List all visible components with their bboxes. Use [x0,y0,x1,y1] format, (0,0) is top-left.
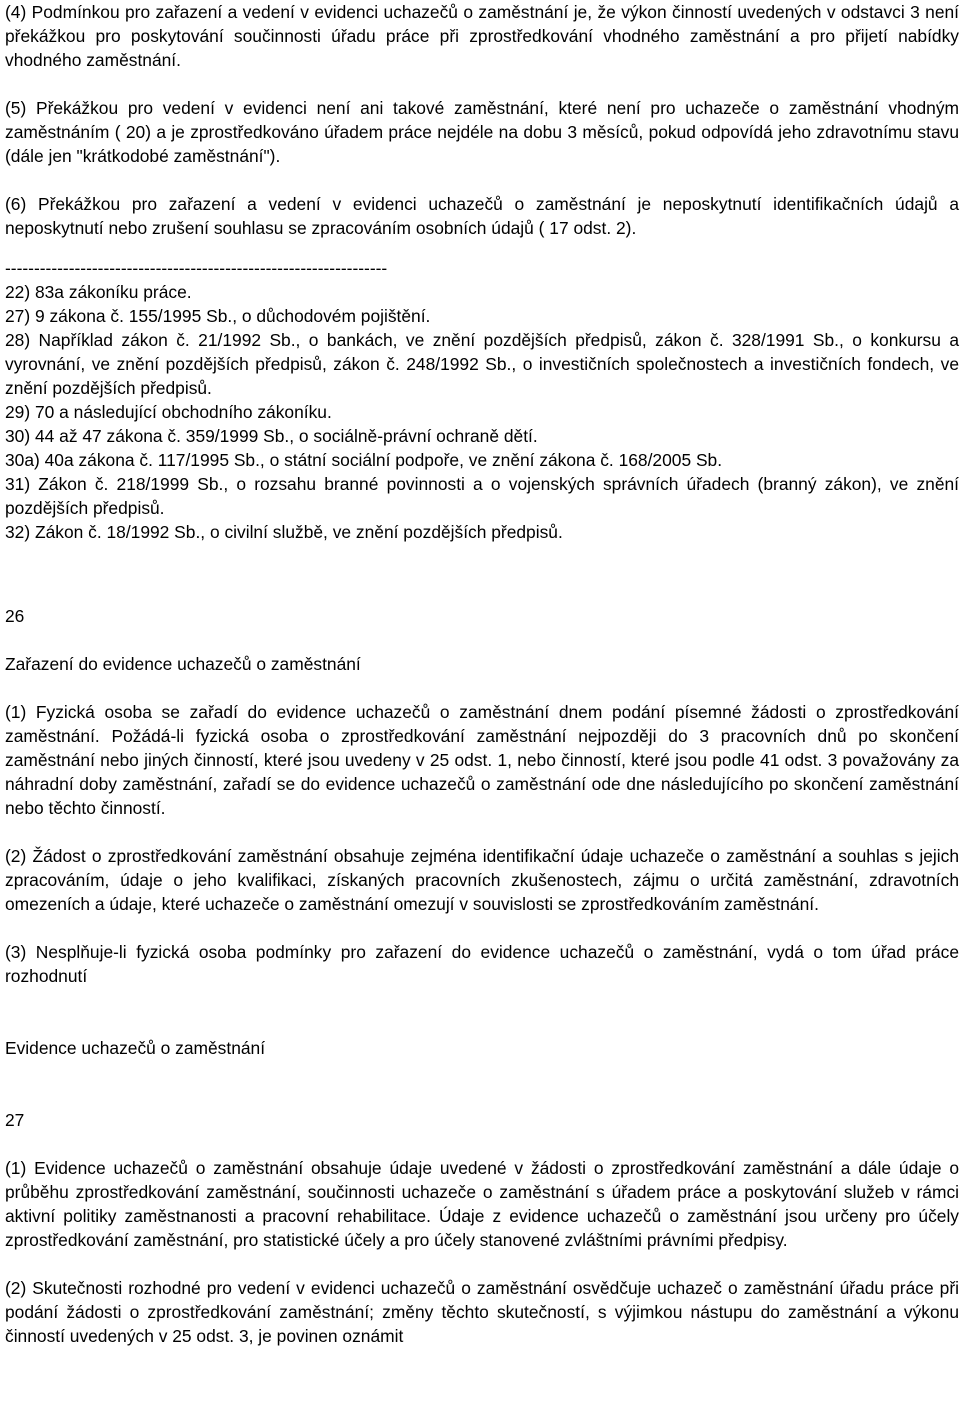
paragraph-25-6: (6) Překážkou pro zařazení a vedení v evidenci uchazečů o zaměstnání je neposkytnutí identifikačních údajů a neposkytnutí nebo zrušení souhlasu se zpracováním osobních údajů ( 17 odst. 2). [5,194,959,238]
footnote-31: 31) Zákon č. 218/1999 Sb., o rozsahu branné povinnosti a o vojenských správních úřadech (branný zákon), ve znění pozdějších předpisů. [5,474,959,518]
paragraph-26-1: (1) Fyzická osoba se zařadí do evidence uchazečů o zaměstnání dnem podání písemné žádosti o zprostředkování zaměstnání. Požádá-li fyzická osoba o zprostředkování zaměstnání nejpozději do 3 pracovních dnů po skončení zaměstnání nebo jiných činností, které jsou uvedeny v 25 odst. 1, nebo činností, které jsou podle 41 odst. 3 považovány za náhradní doby zaměstnání, zařadí se do evidence uchazečů o zaměstnání ode dne následujícího po skončení zaměstnání nebo těchto činností. [5,702,959,818]
footnote-27: 27) 9 zákona č. 155/1995 Sb., o důchodovém pojištění. [5,306,431,326]
section-title-26: Zařazení do evidence uchazečů o zaměstnání [5,654,361,674]
paragraph-26-2: (2) Žádost o zprostředkování zaměstnání obsahuje zejména identifikační údaje uchazeče o zaměstnání a souhlas s jejich zpracováním, údaje o jeho kvalifikaci, získaných pracovních zkušenostech, zájmu o určitá zaměstnání, zdravotních omezeních a údaje, které uchazeče o zaměstnání omezují v souvislosti se zprostředkováním zaměstnání. [5,846,959,914]
footnotes [5,256,959,544]
footnote-30a: 30a) 40a zákona č. 117/1995 Sb., o státní sociální podpoře, ve znění zákona č. 168/2005 Sb. [5,450,723,470]
section-number-27: 27 [5,1110,25,1130]
footnote-32: 32) Zákon č. 18/1992 Sb., o civilní službě, ve znění pozdějších předpisů. [5,522,563,542]
footnote-30: 30) 44 až 47 zákona č. 359/1999 Sb., o sociálně-právní ochraně dětí. [5,426,538,446]
footnote-separator: ------------------------------------------------------------------ [5,258,388,278]
section-heading-evidence: Evidence uchazečů o zaměstnání [5,1038,266,1058]
paragraph-25-5: (5) Překážkou pro vedení v evidenci není ani takové zaměstnání, které není pro uchazeče o zaměstnání vhodným zaměstnáním ( 20) a je zprostředkováno úřadem práce nejdéle na dobu 3 měsíců, pokud odpovídá jeho zdravotnímu stavu (dále jen "krátkodobé zaměstnání"). [5,98,959,166]
paragraph-25-4: (4) Podmínkou pro zařazení a vedení v evidenci uchazečů o zaměstnání je, že výkon činností uvedených v odstavci 3 není překážkou pro poskytování součinnosti úřadu práce při zprostředkování vhodného zaměstnání a pro přijetí nabídky vhodného zaměstnání. [5,2,959,70]
paragraph-26-3: (3) Nesplňuje-li fyzická osoba podmínky pro zařazení do evidence uchazečů o zaměstnání, vydá o tom úřad práce rozhodnutí [5,942,959,986]
footnote-28: 28) Například zákon č. 21/1992 Sb., o bankách, ve znění pozdějších předpisů, zákon č. 328/1991 Sb., o konkursu a vyrovnání, ve znění pozdějších předpisů, zákon č. 248/1992 Sb., o investičních společnostech a investičních fondech, ve znění pozdějších předpisů. [5,330,959,398]
footnote-29: 29) 70 a následující obchodního zákoníku. [5,402,332,422]
paragraph-27-2: (2) Skutečnosti rozhodné pro vedení v evidenci uchazečů o zaměstnání osvědčuje uchazeč o zaměstnání úřadu práce při podání žádosti o zprostředkování zaměstnání; změny těchto skutečností, s výjimkou nástupu do zaměstnání a výkonu činností uvedených v 25 odst. 3, je povinen oznámit [5,1278,959,1346]
footnote-22: 22) 83a zákoníku práce. [5,282,192,302]
paragraph-27-1: (1) Evidence uchazečů o zaměstnání obsahuje údaje uvedené v žádosti o zprostředkování zaměstnání a dále údaje o průběhu zprostředkování zaměstnání, součinnosti uchazeče o zaměstnání s úřadem práce a poskytování služeb v rámci aktivní politiky zaměstnanosti a pracovní rehabilitace. Údaje z evidence uchazečů o zaměstnání jsou určeny pro účely zprostředkování zaměstnání, pro statistické účely a pro účely stanovené zvláštními právními předpisy. [5,1158,959,1250]
section-number-26: 26 [5,606,25,626]
